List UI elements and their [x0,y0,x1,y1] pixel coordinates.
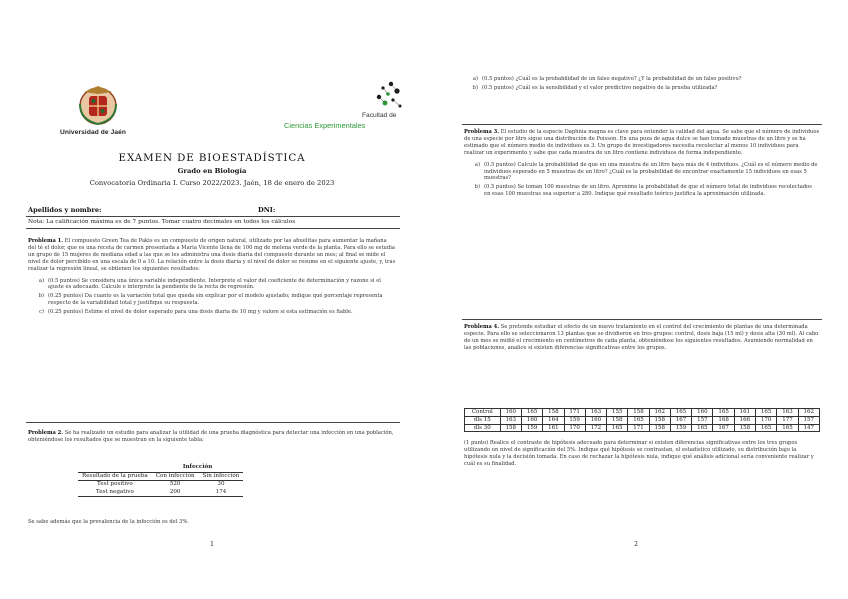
problem-2 [28,430,396,444]
exam-convocatoria: Convocatoria Ordinaria I. Curso 2022/2023. Jaén, 18 de enero de 2023 [89,179,335,187]
table-cell: 165 [756,424,777,432]
table-cell: 165 [713,409,734,417]
problem-4-question: (1 punto) Realice el contraste de hipótesis adecuado para determinar si existen diferencias significativas entre los tres grupos utilizando un nivel de significación del 5%. Indique qué hipótesis se contrastan, el estadístico utilizado, su distribución bajo la hipótesis nula y la decisión tomada. En caso de rechazar la hipótesis nula, indique qué análisis adicional sería conveniente realizar y cuál es su finalidad. [464,440,814,467]
question-text: (0.25 puntos) Estime el nivel de dolor esperado para una dosis diaria de 10 mg y valore si esta estimación es fiable. [48,309,353,316]
table-cell: 160 [500,409,521,417]
question-item [28,309,396,316]
table-cell: 165 [607,424,628,432]
table-cell: 158 [543,409,564,417]
question-text: (0.5 puntos) ¿Cuál es la sensibilidad y el valor predictivo negativo de la prueba utilizada? [482,84,718,91]
problem-3-heading: Problema 3. [464,129,500,135]
university-crest-logo [74,80,122,128]
question-label: b) [474,184,480,191]
table-cell: 160 [692,409,713,417]
table-row [78,489,243,497]
problem-1 [28,238,396,318]
table-cell: 164 [543,416,564,424]
table-group-header: Infección [152,464,244,472]
problem-2-statement: Se ha realizado un estudio para analizar la utilidad de una prueba diagnóstica para detectar una infección en una población, obteniéndose los resultados que se muestran en la siguiente tabla: [28,430,394,443]
table-cell: 161 [734,409,755,417]
divider [26,228,400,229]
problem-4 [464,324,820,352]
question-item [462,76,820,83]
question-item [464,184,820,198]
table-cell: 165 [756,409,777,417]
table-cell: 160 [521,416,542,424]
table-cell: 171 [564,409,585,417]
question-item [462,85,820,92]
problem-4-heading: Problema 4. [464,324,500,330]
table-header-cell: Resultado de la prueba [78,472,152,481]
table-cell: 520 [169,481,181,488]
table-cell: 165 [628,416,649,424]
table-row [465,416,820,424]
exam-subtitle: Grado en Biología [177,167,247,175]
table-cell: 155 [607,409,628,417]
table-cell: 159 [521,424,542,432]
question-item [28,293,396,307]
exam-page-2 [424,0,848,599]
table-cell: 161 [543,424,564,432]
page-number: 1 [210,541,214,548]
table-cell: 162 [649,409,670,417]
question-item [464,162,820,183]
exam-title: EXAMEN DE BIOESTADÍSTICA [118,152,306,164]
question-text: (0.5 puntos) ¿Cuál es la probabilidad de un falso negativo? ¿Y la probabilidad de un falso positivo? [482,76,742,82]
question-label: b) [38,293,44,300]
problem-4-statement: Se pretende estudiar el efecto de un nuevo tratamiento en el control del crecimiento de plantas de una determinada especie. Para ello se seleccionaron 13 plantas que se dividieron en tres grupos: control, dosis baja (15 ml) y dosis alta (30 ml). Al cabo de un mes se midió el crecimiento en centímetros de cada planta, obteniéndose los siguientes resultados. Asumiendo normalidad en las poblaciones, analice si existen diferencias significativas entre los grupos. [464,324,819,351]
table-cell: 159 [564,416,585,424]
table-cell: 158 [500,424,521,432]
question-label: b) [472,84,478,91]
table-cell: Test negativo [78,489,152,497]
table-cell: 163 [777,409,798,417]
question-label: a) [474,161,480,168]
table-cell: 200 [152,489,199,497]
table-cell: 165 [777,424,798,432]
question-item [28,278,396,292]
problem-2-footer: Se sabe además que la prevalencia de la infección es del 3%. [28,519,189,525]
table-cell: 163 [585,409,606,417]
problem-2-questions [462,76,820,94]
problem-2-heading: Problema 2. [28,430,64,436]
table-cell: 171 [628,424,649,432]
question-text: (0.5 puntos) Se considera una única variable independiente. Interprete el valor del coeficiente de determinación y razone si el ajuste es adecuado. Calcule e interprete la pendiente de la recta de regresión. [48,277,381,291]
divider [462,124,822,125]
table-row [465,409,820,417]
divider [462,319,822,320]
table-cell: 168 [713,416,734,424]
page-number: 2 [634,541,638,548]
table-cell: 163 [500,416,521,424]
name-field-label: Apellidos y nombre: [28,206,102,214]
diagnostic-table [78,464,243,497]
problem-1-heading: Problema 1. [28,238,64,244]
table-cell: 30 [217,481,225,488]
table-row [465,424,820,432]
question-label: a) [38,277,44,284]
table-cell: 158 [607,416,628,424]
problem-3-statement: El estudio de la especie Daphnia magna es clave para entender la calidad del agua. Se sabe que el número de individuos de una especie por litro sigue una distribución de Poisson. En una poza de agua dulce se han tomado muestras de un litro y se ha estimado que el número medio de individuos es 3. Un grupo de investigadores necesita recolectar al menos 10 individuos para realizar un experimento y sabe que cada muestra de un litro contiene individuos de forma independiente. [464,129,820,156]
problem-3 [464,129,820,200]
table-cell: 170 [756,416,777,424]
faculty-name: Facultad de [362,112,397,119]
faculty-subtitle: Ciencias Experimentales [284,121,366,130]
table-cell: 158 [628,409,649,417]
table-cell: 170 [564,424,585,432]
divider [26,422,400,423]
table-cell: 147 [798,424,819,432]
divider [26,216,400,217]
table-cell: 167 [670,416,691,424]
grading-note: Nota: La calificación máxima es de 7 puntos. Tomar cuatro decimales en todos los cálculos [28,219,296,225]
table-cell: 158 [649,416,670,424]
table-cell: 158 [734,424,755,432]
table-cell: 157 [798,416,819,424]
group-label-cell: dls 15 [465,416,501,424]
table-cell: 167 [713,424,734,432]
table-cell: 165 [692,424,713,432]
question-text: (0.25 puntos) Da cuanto es la variación total que queda sin explicar por el modelo ajustado; indique qué porcentaje representa respecto de la variabilidad total y justifique su respuesta. [48,293,383,307]
table-cell: 165 [670,409,691,417]
table-cell: 162 [798,409,819,417]
table-cell: 166 [734,416,755,424]
university-name: Universidad de Jaén [60,129,127,136]
table-cell: 165 [521,409,542,417]
table-cell: Test positivo [97,481,133,488]
table-cell: 157 [692,416,713,424]
table-header-cell: Con infección [152,472,199,481]
question-text: (0.5 puntos) Calcule la probabilidad de que en una muestra de un litro haya más de 4 individuos. ¿Cuál es el número medio de individuos esperado en 5 muestras de un litro? ¿Cuál es la probabilidad de encontrar exactamente 15 individuos en esas 5 muestras? [484,161,818,182]
table-row [78,481,243,489]
table-cell: 172 [585,424,606,432]
table-cell: 160 [585,416,606,424]
dni-field-label: DNI: [258,206,276,214]
group-label-cell: Control [465,409,501,417]
question-text: (0.5 puntos) Se toman 100 muestras de un litro. Aproxime la probabilidad de que el número total de individuos recolectados en esas 100 muestras sea superior a 280. Indique qué resultado teórico justifica la aproximación utilizada. [484,184,812,198]
table-cell: 174 [199,489,244,497]
table-cell: 177 [777,416,798,424]
question-label: c) [39,309,44,316]
table-header-cell: Sin infección [199,472,244,481]
growth-data-table [464,408,820,432]
question-label: a) [472,76,478,82]
table-cell: 158 [649,424,670,432]
problem-1-statement: El compuesto Green Tea de Pakis es un compuesto de origen natural, utilizado por las abuelitas para aumentar la mañana del té el dolor, que es una receta de carmen presentada a Maria Vicente llena de 100 mg de melena verde de la planta. Para ello se estudia un grupo de 15 mujeres de mediana edad a las que se les administra una dosis diaria del compuesto durante un mes; al final se mide el nivel de dolor percibido en una escala de 0 a 10. La relación entre la dosis diaria y el nivel de dolor se resume en el siguiente ajuste, y, tras realizar la regresión lineal, se obtienen los siguientes resultados: [28,238,396,272]
table-cell: 159 [670,424,691,432]
group-label-cell: dls 30 [465,424,501,432]
